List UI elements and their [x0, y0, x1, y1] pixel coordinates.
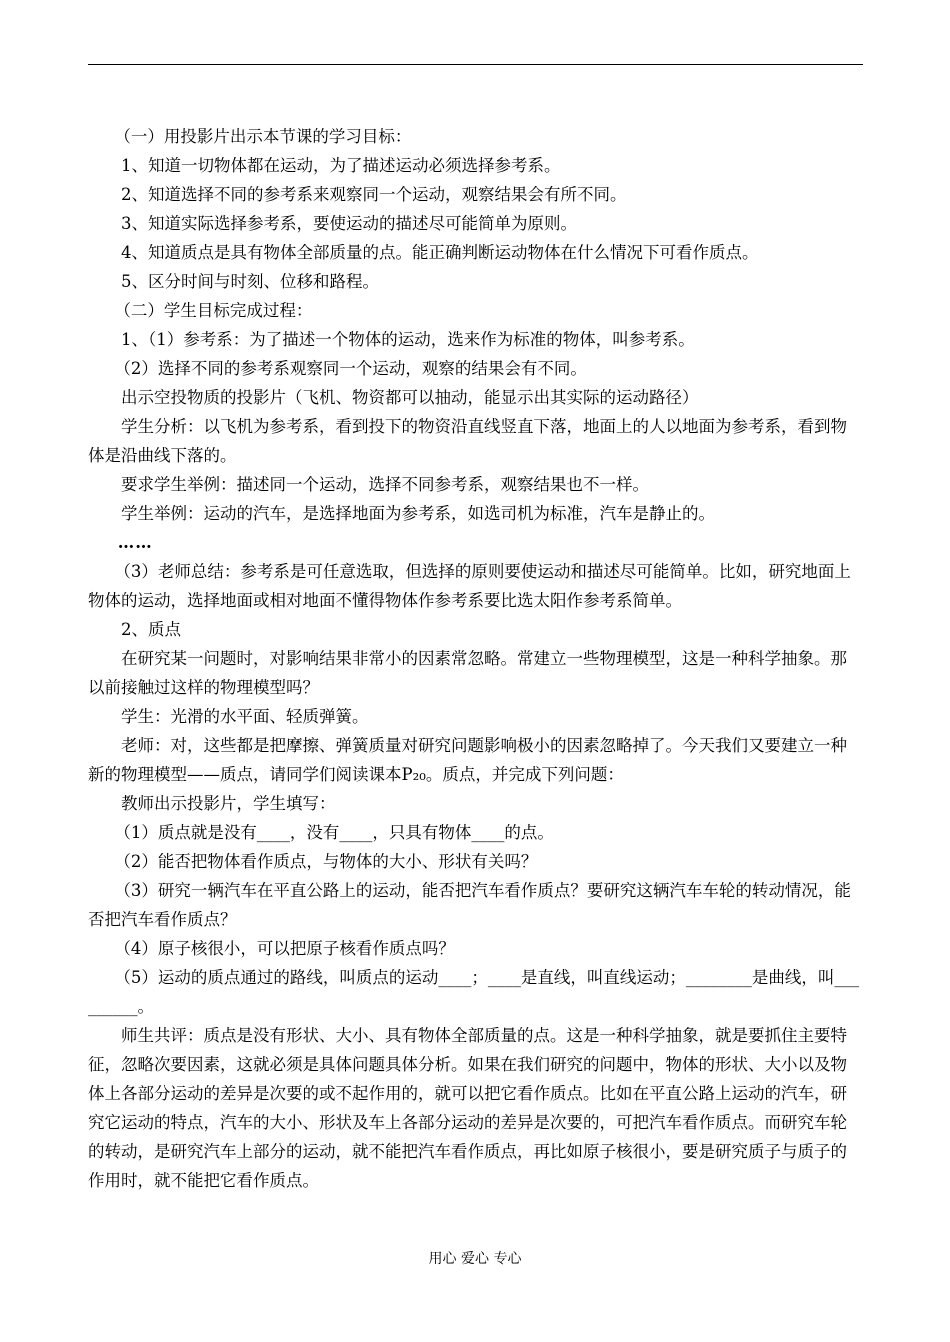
paragraph: 学生举例：运动的汽车，是选择地面为参考系，如选司机为标准，汽车是静止的。 — [121, 504, 715, 523]
paragraph: 在研究某一问题时，对影响结果非常小的因素常忽略。常建立一些物理模型，这是一种科学抽象。那以前接触过这样的物理模型吗？ — [88, 649, 847, 697]
header-rule — [88, 64, 863, 65]
paragraph: （3）老师总结：参考系是可任意选取，但选择的原则要使运动和描述尽可能简单。比如，研究地面上物体的运动，选择地面或相对地面不懂得物体作参考系要比选太阳作参考系简单。 — [88, 562, 851, 610]
paragraph: （5）运动的质点通过的路线，叫质点的运动____；____是直线，叫直线运动；________是曲线，叫_________。 — [88, 968, 860, 1016]
paragraph: （2）选择不同的参考系观察同一个运动，观察的结果会有不同。 — [114, 359, 587, 378]
paragraph: 3、知道实际选择参考系，要使运动的描述尽可能简单为原则。 — [121, 214, 577, 233]
paragraph: 2、质点 — [121, 620, 181, 639]
paragraph: 1、知道一切物体都在运动，为了描述运动必须选择参考系。 — [121, 156, 561, 175]
paragraph: 学生：光滑的水平面、轻质弹簧。 — [121, 707, 369, 726]
paragraph: （4）原子核很小，可以把原子核看作质点吗？ — [114, 939, 455, 958]
paragraph: 5、区分时间与时刻、位移和路程。 — [121, 272, 379, 291]
paragraph: （2）能否把物体看作质点，与物体的大小、形状有关吗？ — [114, 852, 538, 871]
paragraph: 出示空投物质的投影片（飞机、物资都可以抽动，能显示出其实际的运动路径） — [121, 388, 699, 407]
paragraph: 1、（1）参考系：为了描述一个物体的运动，选来作为标准的物体，叫参考系。 — [121, 330, 695, 349]
paragraph: 老师：对，这些都是把摩擦、弹簧质量对研究问题影响极小的因素忽略掉了。今天我们又要建立一种新的物理模型——质点，请同学们阅读课本P₂₀。质点，并完成下列问题： — [88, 736, 847, 784]
paragraph: （一）用投影片出示本节课的学习目标： — [114, 127, 412, 146]
paragraph: 教师出示投影片，学生填写： — [121, 794, 336, 813]
paragraph: 师生共评：质点是没有形状、大小、具有物体全部质量的点。这是一种科学抽象，就是要抓住主要特征，忽略次要因素，这就必须是具体问题具体分析。如果在我们研究的问题中，物体的形状、大小以及物体上各部分运动的差异是次要的或不起作用的，就可以把它看作质点。比如在平直公路上运动的汽车，研究它运动的特点，汽车的大小、形状及车上各部分运动的差异是次要的，可把汽车看作质点。而研究车轮的转动，是研究汽车上部分的运动，就不能把汽车看作质点，再比如原子核很小，要是研究质子与质子的作用时，就不能把它看作质点。 — [88, 1026, 847, 1190]
paragraph: 4、知道质点是具有物体全部质量的点。能正确判断运动物体在什么情况下可看作质点。 — [121, 243, 759, 262]
paragraph: （3）研究一辆汽车在平直公路上的运动，能否把汽车看作质点？要研究这辆汽车车轮的转动情况，能否把汽车看作质点？ — [88, 881, 851, 929]
page-footer: 用心 爱心 专心 — [428, 1251, 522, 1267]
paragraph: （1）质点就是没有____，没有____，只具有物体____的点。 — [114, 823, 554, 842]
document-body — [88, 122, 863, 1195]
paragraph: 要求学生举例：描述同一个运动，选择不同参考系，观察结果也不一样。 — [121, 475, 649, 494]
paragraph: 2、知道选择不同的参考系来观察同一个运动，观察结果会有所不同。 — [121, 185, 627, 204]
paragraph: （二）学生目标完成过程： — [114, 301, 313, 320]
paragraph: 学生分析：以飞机为参考系，看到投下的物资沿直线竖直下落，地面上的人以地面为参考系，看到物体是沿曲线下落的。 — [88, 417, 847, 465]
paragraph: …… — [117, 533, 153, 552]
